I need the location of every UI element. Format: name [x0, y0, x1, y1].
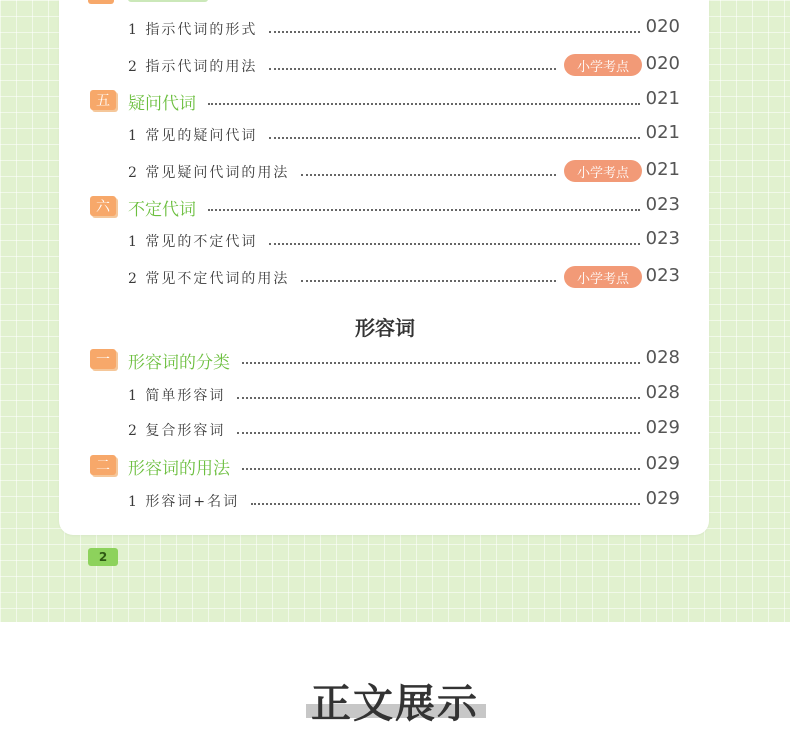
page-ref: 029: [645, 453, 680, 474]
cut-off-section-title: [128, 0, 208, 2]
toc-section-row[interactable]: [0, 191, 790, 221]
section-number-badge: 五: [90, 90, 116, 110]
entry-label: 常见的不定代词: [145, 234, 258, 250]
section-number-badge: 一: [90, 349, 116, 369]
page-number-badge: 2: [88, 548, 118, 566]
dot-leader: [242, 362, 640, 364]
entry-title: [128, 19, 257, 39]
toc-entry-row[interactable]: [0, 414, 790, 444]
toc-entry-row[interactable]: [0, 262, 790, 292]
exam-point-tag: 小学考点: [564, 160, 642, 182]
page-ref: 021: [645, 122, 680, 143]
toc-entry-row[interactable]: [0, 225, 790, 255]
toc-section-row[interactable]: [0, 450, 790, 480]
entry-title: [128, 162, 289, 182]
entry-title: [128, 125, 257, 145]
toc-entry-row[interactable]: [0, 119, 790, 149]
page-ref: 023: [645, 194, 680, 215]
dot-leader: [242, 468, 640, 470]
section-title: 形容词的用法: [128, 459, 230, 479]
entry-label: 复合形容词: [145, 423, 226, 439]
entry-number: 1: [128, 494, 139, 510]
entry-title: [128, 385, 225, 405]
exam-point-tag: 小学考点: [564, 54, 642, 76]
page-ref: 029: [645, 417, 680, 438]
toc-entry-row[interactable]: [0, 485, 790, 515]
dot-leader: [208, 209, 640, 211]
entry-number: 2: [128, 59, 139, 75]
entry-number: 1: [128, 234, 139, 250]
dot-leader: [237, 432, 640, 434]
dot-leader: [237, 397, 640, 399]
toc-entry-row[interactable]: [0, 13, 790, 43]
entry-title: [128, 231, 257, 251]
section-title: 不定代词: [128, 200, 196, 220]
entry-title: [128, 268, 289, 288]
page-ref: 021: [645, 88, 680, 109]
dot-leader: [301, 174, 556, 176]
entry-label: 形容词+名词: [145, 494, 240, 510]
entry-label: 简单形容词: [145, 388, 226, 404]
dot-leader: [208, 103, 640, 105]
chapter-heading: 形容词: [355, 316, 415, 340]
entry-title: [128, 56, 257, 76]
page-ref: 028: [645, 382, 680, 403]
entry-label: 指示代词的用法: [145, 59, 258, 75]
exam-point-tag: 小学考点: [564, 266, 642, 288]
dot-leader: [251, 503, 640, 505]
section-title: 形容词的分类: [128, 353, 230, 373]
toc-entry-row[interactable]: [0, 50, 790, 80]
section-number-badge: 六: [90, 196, 116, 216]
entry-label: 常见的疑问代词: [145, 128, 258, 144]
page-ref: 020: [645, 16, 680, 37]
page-ref: 020: [645, 53, 680, 74]
entry-label: 常见疑问代词的用法: [145, 165, 290, 181]
entry-number: 1: [128, 128, 139, 144]
page-ref: 023: [645, 265, 680, 286]
entry-number: 1: [128, 388, 139, 404]
section-title: 疑问代词: [128, 94, 196, 114]
dot-leader: [269, 31, 640, 33]
entry-title: [128, 491, 239, 511]
toc-section-row[interactable]: [0, 85, 790, 115]
entry-number: 2: [128, 271, 139, 287]
dot-leader: [301, 280, 556, 282]
page-ref: 028: [645, 347, 680, 368]
dot-leader: [269, 137, 640, 139]
page-ref: 029: [645, 488, 680, 509]
entry-number: 2: [128, 165, 139, 181]
entry-number: 2: [128, 423, 139, 439]
section-number-badge: 二: [90, 455, 116, 475]
entry-number: 1: [128, 22, 139, 38]
cut-off-section-badge: [88, 0, 114, 4]
page-ref: 023: [645, 228, 680, 249]
page-ref: 021: [645, 159, 680, 180]
entry-label: 常见不定代词的用法: [145, 271, 290, 287]
toc-entry-row[interactable]: [0, 379, 790, 409]
section-banner-title: 正文展示: [311, 681, 479, 727]
toc-section-row[interactable]: [0, 344, 790, 374]
entry-label: 指示代词的形式: [145, 22, 258, 38]
dot-leader: [269, 243, 640, 245]
entry-title: [128, 420, 225, 440]
dot-leader: [269, 68, 556, 70]
toc-entry-row[interactable]: [0, 156, 790, 186]
